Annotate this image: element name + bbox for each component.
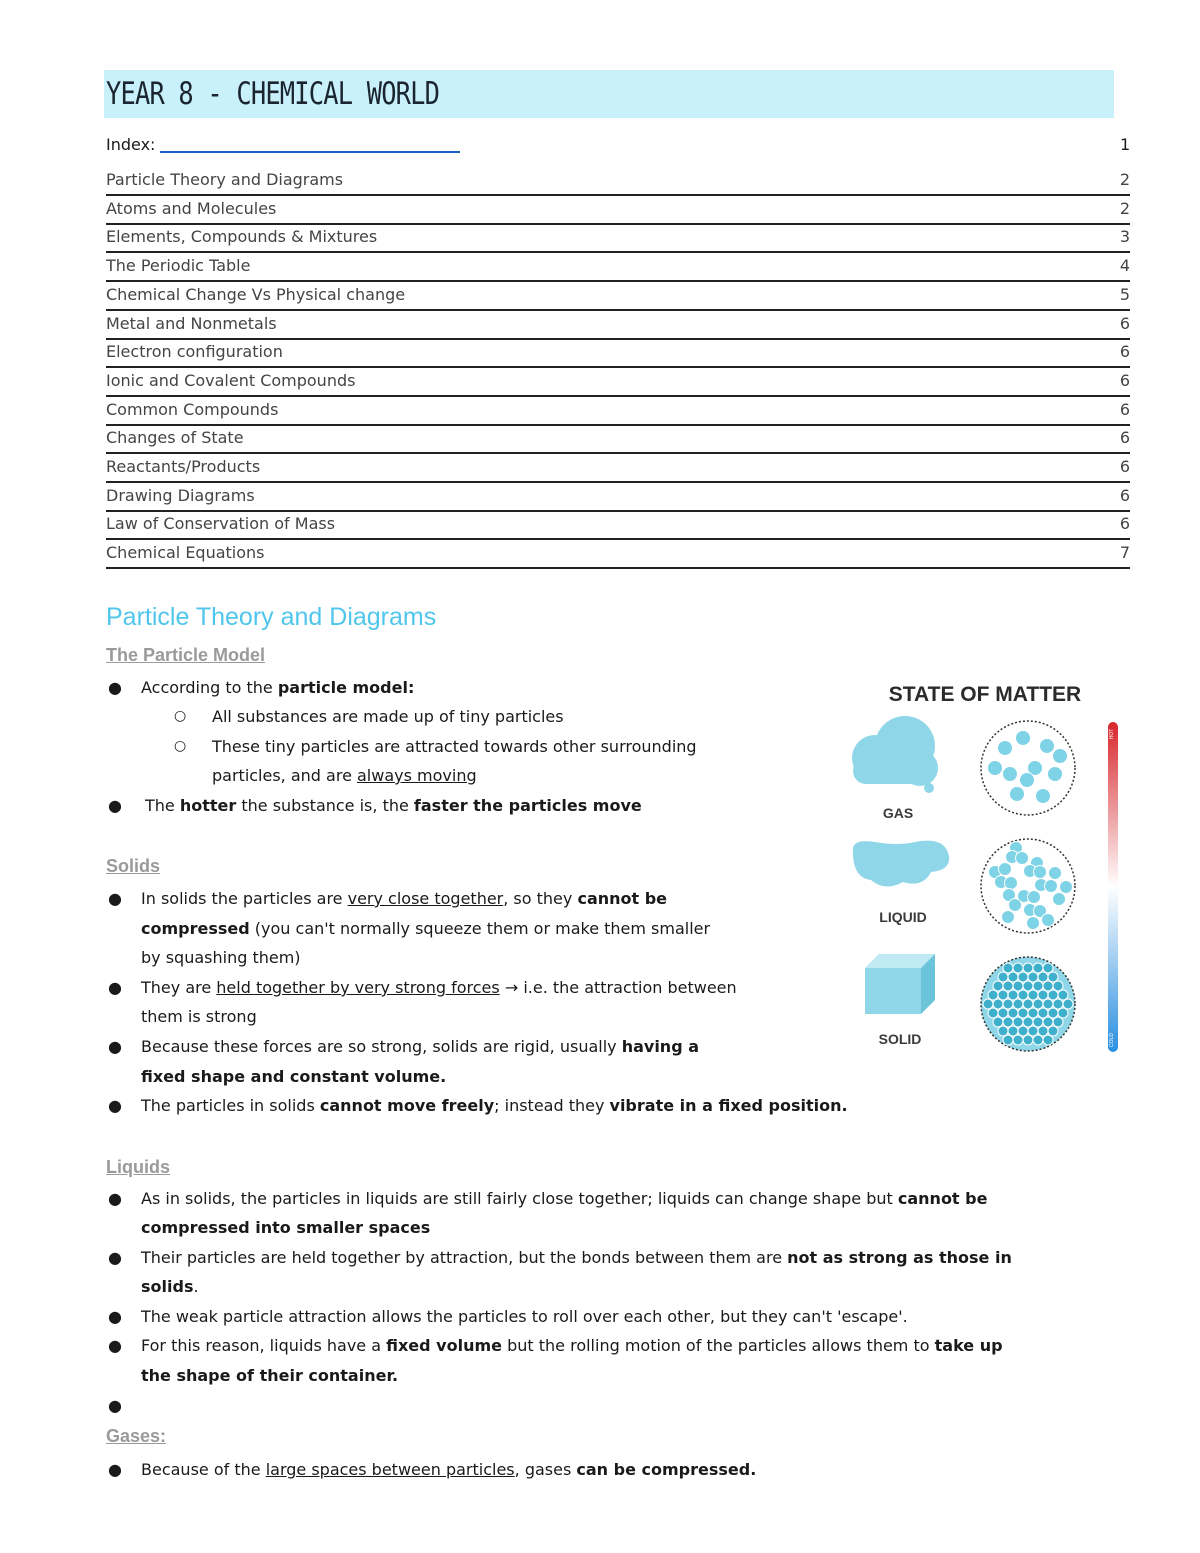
particle: [1003, 1017, 1013, 1027]
solids-bullet-1-line-1: In solids the particles are very close together, so they cannot be: [141, 889, 668, 908]
circle-bullet: ○: [174, 738, 187, 754]
particle: [1008, 1008, 1018, 1018]
particle-model-bullet-1: According to the particle model:: [141, 678, 415, 697]
solids-heading: Solids: [106, 856, 161, 876]
liquids-bullet-2-line-1: Their particles are held together by attraction, but the bonds between them are not as strong as those in: [141, 1248, 1012, 1267]
particle: [983, 999, 993, 1009]
toc-entry[interactable]: [106, 512, 1130, 540]
particle: [1048, 990, 1058, 1000]
liquids-bullet-4-line-1: For this reason, liquids have a fixed volume but the rolling motion of the particles allows them to take up: [141, 1336, 1003, 1355]
toc-entry-label: Common Compounds: [106, 399, 279, 419]
particle: [1036, 789, 1051, 804]
particle: [1023, 981, 1033, 991]
particle: [1018, 972, 1028, 982]
circle-bullet: ○: [174, 708, 187, 724]
toc-entry-page: 6: [1119, 313, 1130, 333]
bullet-dot: ●: [108, 1037, 122, 1056]
liquid-particles-circle: [981, 839, 1075, 933]
particle: [1003, 1035, 1013, 1045]
document-title: YEAR 8 - CHEMICAL WORLD: [106, 76, 440, 112]
toc-entry[interactable]: [106, 398, 1130, 426]
bullet-dot: ●: [108, 678, 122, 697]
particle: [1058, 990, 1068, 1000]
particle: [1013, 963, 1023, 973]
solids-bullet-4: The particles in solids cannot move freely; instead they vibrate in a fixed position.: [141, 1096, 848, 1115]
toc-entry-page: 6: [1119, 457, 1130, 476]
particle: [1016, 852, 1029, 865]
particle: [1043, 1035, 1053, 1045]
puddle-icon: [853, 841, 949, 887]
particle: [1027, 917, 1040, 930]
particle: [1060, 881, 1073, 894]
particle: [1045, 880, 1058, 893]
particle: [1038, 972, 1048, 982]
particle: [1058, 1008, 1068, 1018]
particle: [1003, 963, 1013, 973]
particle: [999, 863, 1012, 876]
particle: [1028, 1026, 1038, 1036]
toc-entry-label: Chemical Equations: [106, 543, 265, 563]
particle: [988, 990, 998, 1000]
bullet-dot: ●: [108, 1307, 122, 1326]
toc-entry[interactable]: [106, 283, 1130, 311]
particle: [1016, 731, 1031, 746]
particle: [988, 761, 1003, 776]
particle: [1053, 999, 1063, 1009]
particle: [1023, 1017, 1033, 1027]
particle: [1020, 773, 1035, 788]
particle: [1033, 1017, 1043, 1027]
toc-entry-label: Metal and Nonmetals: [106, 313, 277, 333]
particle: [1013, 999, 1023, 1009]
particle: [1002, 911, 1015, 924]
toc-entry-label: Drawing Diagrams: [106, 485, 255, 505]
toc-entry-page: 6: [1119, 342, 1130, 362]
particle: [1028, 972, 1038, 982]
particle: [993, 999, 1003, 1009]
toc-entry-page: 6: [1119, 485, 1130, 505]
toc-entry-label: Chemical Change Vs Physical change: [106, 284, 406, 304]
particle: [1010, 787, 1025, 802]
gases-bullet-1: Because of the large spaces between particles, gases can be compressed.: [141, 1460, 757, 1479]
bullet-dot: ●: [108, 1460, 122, 1479]
particle: [1003, 767, 1018, 782]
particle: [1023, 1035, 1033, 1045]
particle-model-heading: The Particle Model: [106, 645, 266, 665]
liquid-label: LIQUID: [879, 909, 927, 925]
cloud-icon: [852, 716, 938, 793]
particle: [993, 1017, 1003, 1027]
toc-entry[interactable]: [106, 426, 1130, 454]
toc-entry-page: 2: [1119, 198, 1130, 218]
particle: [998, 990, 1008, 1000]
toc-entry-page: 5: [1119, 284, 1130, 304]
particle: [998, 972, 1008, 982]
toc-entry-label: Atoms and Molecules: [106, 198, 277, 218]
particle-model-bullet-2: The hotter the substance is, the faster the particles move: [145, 796, 642, 815]
toc-entry[interactable]: [106, 312, 1130, 340]
empty-bullet-dot: ●: [108, 1396, 122, 1415]
hot-label: HOT: [1109, 728, 1115, 740]
particle: [1013, 1017, 1023, 1027]
particle-model-sub-2-line-2: particles, and are always moving: [212, 766, 477, 785]
solids-bullet-3-line-2: fixed shape and constant volume.: [141, 1067, 447, 1086]
solids-bullet-1-line-2: compressed (you can't normally squeeze them or make them smaller: [141, 919, 711, 938]
index-label: Index:: [106, 135, 156, 154]
particle: [1008, 972, 1018, 982]
liquids-bullet-2-line-2: solids.: [141, 1277, 199, 1296]
liquids-heading: Liquids: [106, 1157, 170, 1177]
particle: [1043, 963, 1053, 973]
particle: [993, 981, 1003, 991]
temperature-scale-bar: [1108, 722, 1118, 1052]
liquids-bullet-1-line-1: As in solids, the particles in liquids are still fairly close together; liquids can change shape but cannot be: [141, 1189, 988, 1208]
particle: [1049, 867, 1062, 880]
cold-label: COLD: [1109, 1033, 1115, 1047]
index-underline: [160, 151, 460, 153]
bullet-dot: ●: [108, 1248, 122, 1267]
particle: [1048, 1008, 1058, 1018]
particle: [998, 741, 1013, 756]
toc-entry-label: The Periodic Table: [106, 256, 251, 276]
toc-entry-page: 6: [1119, 428, 1130, 448]
liquids-bullet-1-line-2: compressed into smaller spaces: [141, 1218, 431, 1237]
particle: [1043, 999, 1053, 1009]
particle: [1040, 739, 1055, 754]
particle: [1048, 1026, 1058, 1036]
liquids-bullet-4-line-2: the shape of their container.: [141, 1366, 399, 1385]
toc-entry[interactable]: [106, 197, 1130, 225]
solids-bullet-1-line-3: by squashing them): [141, 948, 301, 967]
particle: [1033, 963, 1043, 973]
toc-entry[interactable]: [106, 455, 1130, 483]
particle: [1028, 891, 1041, 904]
particle: [998, 1008, 1008, 1018]
particle: [1033, 999, 1043, 1009]
particle: [1028, 990, 1038, 1000]
particle: [1063, 999, 1073, 1009]
gas-label: GAS: [882, 805, 914, 821]
toc-entry-page: 7: [1119, 543, 1130, 563]
toc-entry[interactable]: [106, 168, 1130, 196]
particle: [1028, 1008, 1038, 1018]
particle: [1003, 999, 1013, 1009]
toc-entry[interactable]: [106, 254, 1130, 282]
particle: [1053, 981, 1063, 991]
particle: [1013, 1035, 1023, 1045]
particle-model-sub-2-line-1: These tiny particles are attracted towards other surrounding: [212, 737, 697, 756]
solids-bullet-2-line-2: them is strong: [141, 1007, 257, 1026]
toc-entry[interactable]: [106, 225, 1130, 253]
bullet-dot: ●: [108, 1189, 122, 1208]
toc-entry-label: Elements, Compounds & Mixtures: [106, 227, 378, 247]
particle: [1048, 972, 1058, 982]
particle: [1042, 914, 1055, 927]
solid-label: SOLID: [878, 1031, 922, 1047]
particle: [1033, 981, 1043, 991]
ice-cube-icon: [865, 954, 935, 1014]
particle: [1053, 893, 1066, 906]
toc-entry[interactable]: [106, 484, 1130, 512]
toc-entry-label: Ionic and Covalent Compounds: [106, 370, 356, 390]
toc-entry-page: 3: [1119, 227, 1130, 247]
particle: [998, 1026, 1008, 1036]
index-page-number: 1: [1120, 135, 1131, 154]
toc-entry-label: Law of Conservation of Mass: [106, 514, 336, 534]
toc-entry-page: 6: [1119, 514, 1130, 534]
particle: [1008, 1026, 1018, 1036]
particle: [1048, 767, 1063, 782]
particle: [1053, 749, 1068, 764]
particle: [1043, 1017, 1053, 1027]
particle: [1013, 981, 1023, 991]
solids-bullet-2-line-1: They are held together by very strong forces → i.e. the attraction between: [141, 978, 737, 997]
particle: [1033, 1035, 1043, 1045]
particle: [1038, 1026, 1048, 1036]
bullet-dot: ●: [108, 796, 122, 815]
toc-entry-label: Changes of State: [106, 428, 244, 448]
particle: [1023, 963, 1033, 973]
particle: [1009, 899, 1022, 912]
toc-entry[interactable]: [106, 541, 1130, 569]
liquids-bullet-3: The weak particle attraction allows the particles to roll over each other, but they can't 'escape'.: [141, 1307, 908, 1326]
particle: [1034, 866, 1047, 879]
toc-entry-page: 6: [1119, 399, 1130, 419]
toc-entry[interactable]: [106, 369, 1130, 397]
solids-bullet-3-line-1: Because these forces are so strong, solids are rigid, usually having a: [141, 1037, 700, 1056]
solid-particles-circle: [981, 957, 1075, 1051]
particle: [1053, 1017, 1063, 1027]
toc-entry-label: Reactants/Products: [106, 457, 261, 476]
toc-entry-label: Particle Theory and Diagrams: [106, 170, 344, 189]
particle: [1038, 1008, 1048, 1018]
toc-entry[interactable]: [106, 340, 1130, 368]
toc-entry-page: 2: [1119, 170, 1130, 189]
state-of-matter-figure: [845, 676, 1125, 1066]
figure-title: STATE OF MATTER: [888, 683, 1082, 706]
particle-model-sub-1: All substances are made up of tiny particles: [212, 707, 564, 726]
particle: [988, 1008, 998, 1018]
particle: [1018, 1026, 1028, 1036]
particle: [1023, 999, 1033, 1009]
toc-entry-page: 6: [1119, 370, 1130, 390]
bullet-dot: ●: [108, 1336, 122, 1355]
particle: [1018, 1008, 1028, 1018]
section-title: Particle Theory and Diagrams: [106, 603, 437, 631]
bullet-dot: ●: [108, 978, 122, 997]
particle: [1043, 981, 1053, 991]
toc-entry-page: 4: [1119, 256, 1130, 276]
particle: [1018, 990, 1028, 1000]
toc-entry-label: Electron configuration: [106, 342, 283, 362]
gas-particles-circle: [981, 721, 1075, 815]
particle: [1005, 877, 1018, 890]
particle: [1038, 990, 1048, 1000]
gases-heading: Gases:: [106, 1426, 167, 1446]
bullet-dot: ●: [108, 889, 122, 908]
particle: [1003, 981, 1013, 991]
particle: [1008, 990, 1018, 1000]
bullet-dot: ●: [108, 1096, 122, 1115]
